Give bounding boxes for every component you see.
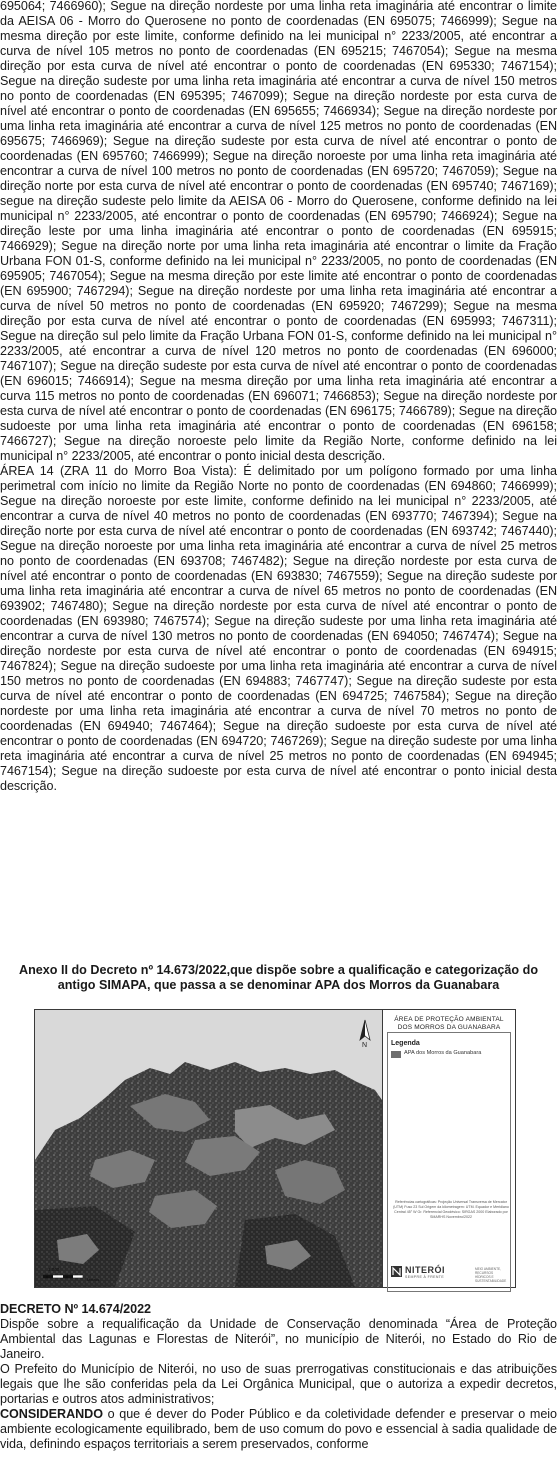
decree-preamble: O Prefeito do Município de Niterói, no uso de suas prerrogativas constitucionais e das atribuições legais que lhe são conferidas pela da Lei Orgânica Municipal, que o autoriza a expedir decretos, portarias e outros atos administrativos; bbox=[0, 1362, 557, 1406]
scale-unit: Metros bbox=[87, 1277, 100, 1282]
decree-title-text: DECRETO Nº 14.674/2022 bbox=[0, 1302, 151, 1316]
decree-title bbox=[0, 1302, 557, 1317]
decree-column bbox=[0, 1302, 557, 1452]
area-14-description-paragraph: ÁREA 14 (ZRA 11 do Morro Boa Vista): É delimitado por um polígono formado por uma linha perimetral com início no limite da Região Norte no ponto de coordenadas (EN 694860; 7466999); Segue na direção noroeste por este limite, conforme definido na lei municipal n° 2233/2005, até encontrar a curva de nível 40 metros no ponto de coordenadas (EN 693770; 7467394); Segue na direção norte por esta curva de nível até encontrar o ponto de coordenadas (EN 693742; 7467440); Segue na direção noroeste por uma linha reta imaginária até encontrar a curva de nível 25 metros no ponto de coordenadas (EN 693708; 7467482); Segue na direção nordeste por esta curva de nível até encontrar o ponto de coordenadas (EN 693830; 7467559); Segue na direção sudeste por uma linha reta imaginária até encontrar a curva de nível 65 metros no ponto de coordenadas (EN 693902; 7467480); Segue na direção nordeste por esta curva de nível até encontrar o ponto de coordenadas (EN 693980; 7467574); Segue na direção sudeste por uma linha reta imaginária até encontrar a curva de nível 130 metros no ponto de coordenadas (EN 694050; 7467474); Segue na direção nordeste por esta curva de nível até encontrar o ponto de coordenadas (EN 694915; 7467824); Segue na direção sudoeste por uma linha reta imaginária até encontrar a curva de nível 150 metros no ponto de coordenadas (EN 694883; 7467747); Segue na direção sudeste por esta curva de nível até encontrar o ponto de coordenadas (EN 694725; 7467584); Segue na direção nordeste por uma linha reta imaginária até encontrar a curva de nível 70 metros no ponto de coordenadas (EN 694940; 7467464); Segue na direção sudoeste por esta curva de nível até encontrar o ponto de coordenadas (EN 694720; 7467269); Segue na direção sudeste por uma linha reta imaginária até encontrar a curva de nível 25 metros no ponto de coordenadas (EN 694945; 7467154); Segue na direção sudoeste por esta curva de nível até encontrar o ponto inicial desta descrição. bbox=[0, 464, 557, 793]
decree-summary: Dispõe sobre a requalificação da Unidade de Conservação denominada “Área de Proteção Ambiental das Lagunas e Florestas de Niterói”, no município de Niterói, no Estado do Rio de Janeiro. bbox=[0, 1317, 557, 1361]
scale-label: 1.000 bbox=[48, 1267, 60, 1272]
area-13-description-paragraph: 695064; 7466960); Segue na direção nordeste por uma linha reta imaginária até encontrar o limite da AEISA 06 - Morro do Querosene no ponto de coordenadas (EN 695075; 7466999); Segue na mesma direção por este limite, conforme definido na lei municipal n° 2233/2005, até encontrar a curva de nível 105 metros no ponto de coordenadas (EN 695215; 7467054); Segue na mesma direção por esta curva de nível até encontrar o ponto de coordenadas (EN 695330; 7467154); Segue na direção sudeste por uma linha reta imaginária até encontrar a curva de nível 150 metros no ponto de coordenadas (EN 695395; 7467099); Segue na direção nordeste por esta curva de nível até encontrar o ponto de coordenadas (EN 695655; 7466934); Segue na direção nordeste por uma linha reta imaginária até encontrar a curva de nível 125 metros no ponto de coordenadas (EN 695675; 7466969); Segue na direção sudeste por esta curva de nível até encontrar o ponto de coordenadas (EN 695760; 7466999); Segue na direção noroeste por uma linha reta imaginária até encontrar a curva de nível 100 metros no ponto de coordenadas (EN 695720; 7467059); Segue na direção norte por esta curva de nível até encontrar o ponto de coordenadas (EN 695740; 7467169); segue na direção sudeste pelo limite da AEISA 06 - Morro do Querosene, conforme definido na lei municipal n° 2233/2005, até encontrar o ponto de coordenadas (EN 695790; 7466924); Segue na direção leste por uma linha imaginária até encontrar o ponto de coordenadas (EN 695915; 7466929); Segue na direção norte por uma linha reta imaginária até encontrar o limite da Fração Urbana FON 01-S, conforme definido na lei municipal n° 2233/2005, no ponto de coordenadas (EN 695905; 7467054); Segue na mesma direção por este limite até encontrar o ponto de coordenadas (EN 695900; 7467294); Segue na direção nordeste por uma linha reta imaginária até encontrar a curva de nível 50 metros no ponto de coordenadas (EN 695920; 7467299); Segue na mesma direção por esta curva de nível até encontrar o ponto de coordenadas (EN 695993; 7467311); Segue na direção sul pelo limite da Fração Urbana FON 01-S, conforme definido na lei municipal n° 2233/2005, até encontrar a curva de nível 120 metros no ponto de coordenadas (EN 696000; 7467107); Segue na direção sudeste por esta curva de nível até encontrar o ponto de coordenadas (EN 696015; 7466914); Segue na mesma direção por uma linha reta imaginária até encontrar a curva 115 metros no ponto de coordenadas (EN 696071; 7466853); Segue na direção nordeste por esta curva de nível até encontrar o ponto de coordenadas (EN 696175; 7466789); Segue na direção sudoeste por uma linha reta imaginária até encontrar o ponto de coordenadas (EN 696158; 7466727); Segue na direção noroeste pelo limite da Região Norte, conforme definido na lei municipal n° 2233/2005, até encontrar o ponto inicial desta descrição. bbox=[0, 0, 557, 463]
considerando-text: o que é dever do Poder Público e da coletividade defender e preservar o meio ambiente ecologicamente equilibrado, bem de uso comum do povo e essencial à sadia qualidade de vida, definindo espaços territoriais a serem preservados, conforme bbox=[0, 1407, 557, 1451]
satellite-map bbox=[35, 1010, 382, 1287]
secretariat-label: MEIO AMBIENTE, RECURSOS HÍDRICOS E SUSTENTABILIDADE bbox=[475, 1267, 507, 1283]
logo-tagline: SEMPRE À FRENTE bbox=[405, 1275, 445, 1279]
niteroi-logo bbox=[389, 1265, 469, 1279]
map-imagery bbox=[35, 1010, 382, 1287]
logo-name: NITERÓI bbox=[405, 1265, 446, 1275]
legend-box bbox=[387, 1032, 511, 1292]
annex-ii-title: Anexo II do Decreto nº 14.673/2022,que dispõe sobre a qualificação e categorização do antigo SIMAPA, que passa a se denominar APA dos Morros da Guanabara bbox=[18, 963, 539, 992]
decree-considerando bbox=[0, 1407, 557, 1452]
map-legend-panel bbox=[382, 1010, 515, 1287]
legend-item-label: APA dos Morros da Guanabara bbox=[404, 1050, 482, 1056]
apa-map-figure bbox=[34, 1009, 516, 1288]
considerando-label: CONSIDERANDO bbox=[0, 1407, 103, 1421]
north-label: N bbox=[362, 1042, 368, 1049]
legend-title: Legenda bbox=[391, 1040, 420, 1047]
niteroi-logo-icon bbox=[391, 1266, 402, 1277]
cartographic-notes: Referências cartográficas: Projeção Universal Transversa de Mercator (UTM) Fuso 23 Sul Origem da kilometragem: UTM. Equador e Meridiano Central 45° W Gr. Referencial Geodésico: SIRGAS 2000 Elaborado por SMARHS Novembro/2022 bbox=[393, 1200, 509, 1219]
legend-swatch bbox=[391, 1051, 401, 1058]
map-panel-title: ÁREA DE PROTEÇÃO AMBIENTAL DOS MORROS DA GUANABARA bbox=[394, 1016, 504, 1031]
